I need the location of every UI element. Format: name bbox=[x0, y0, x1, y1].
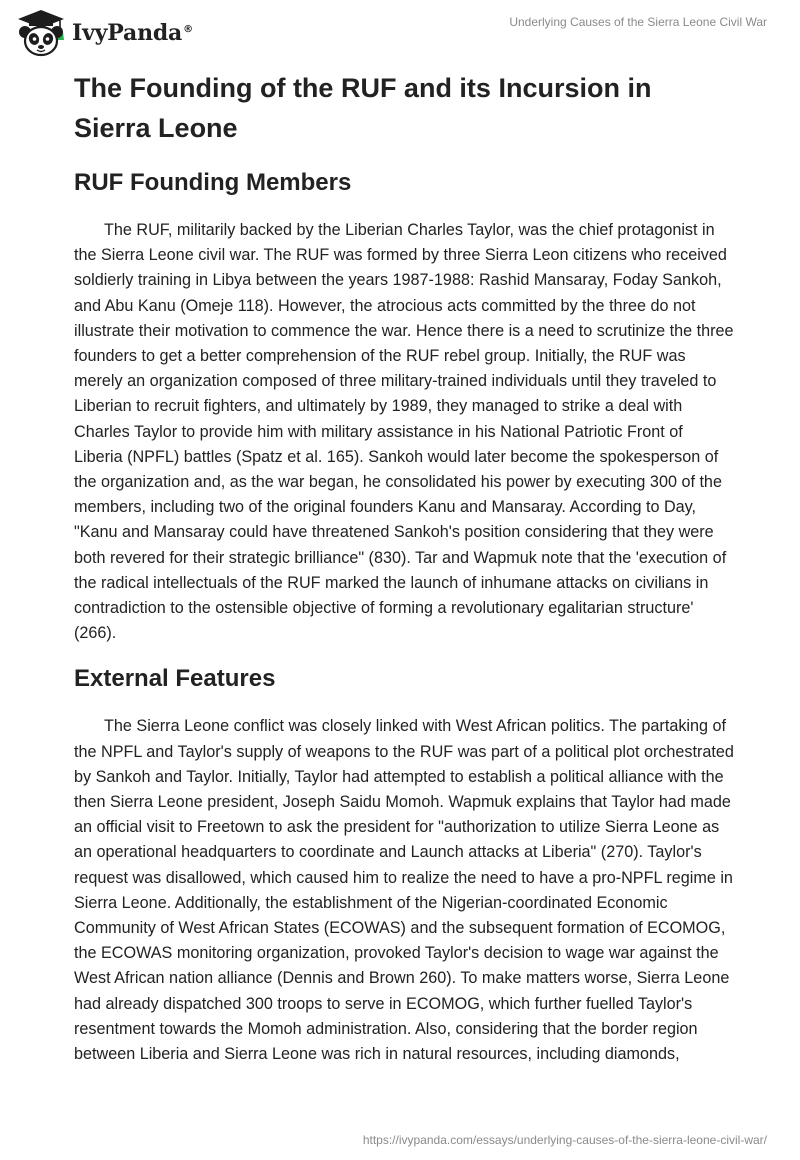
article-title: The Founding of the RUF and its Incursion in Sierra Leone bbox=[74, 73, 652, 143]
section-paragraph: The RUF, militarily backed by the Liberian Charles Taylor, was the chief protagonist in the Sierra Leone civil war. The RUF was formed by three Sierra Leon citizens who received soldierly training in Libya between the years 1987-1988: Rashid Mansaray, Foday Sankoh, and Abu Kanu (Omeje 118). However, the atrocious acts committed by the three do not illustrate their motivation to commence the war. Hence there is a need to scrutinize the three founders to get a better comprehension of the RUF rebel group. Initially, the RUF was merely an organization composed of three military-trained individuals until they traveled to Liberian to recruit fighters, and ultimately by 1989, they managed to strike a deal with Charles Taylor to provide him with military assistance in his National Patriotic Front of Liberia (NPFL) battles (Spatz et al. 165). Sankoh would later become the spokesperson of the organization and, as the war began, he consolidated his power by executing 300 of the members, including two of the original founders Kanu and Mansaray. According to Day, "Kanu and Mansaray could have threatened Sankoh's position considering that they were both revered for their strategic brilliance" (830). Tar and Wapmuk note that the 'execution of the radical intellectuals of the RUF marked the launch of inhumane attacks on civilians in contradiction to the ostensible objective of forming a revolutionary egalitarian structure' (266). bbox=[74, 221, 734, 643]
article bbox=[74, 68, 734, 1067]
source-url[interactable]: https://ivypanda.com/essays/underlying-causes-of-the-sierra-leone-civil-war/ bbox=[362, 1133, 767, 1147]
page-header bbox=[0, 0, 800, 64]
section-paragraph: The Sierra Leone conflict was closely linked with West African politics. The partaking of the NPFL and Taylor's supply of weapons to the RUF was part of a political plot orchestrated by Sankoh and Taylor. Initially, Taylor had attempted to establish a political alliance with the then Sierra Leone president, Joseph Saidu Momoh. Wapmuk explains that Taylor had made an official visit to Freetown to ask the president for "authorization to utilize Sierra Leone as an operational headquarters to coordinate and Launch attacks at Liberia" (270). Taylor's request was disallowed, which caused him to realize the need to have a pro-NPFL regime in Sierra Leone. Additionally, the establishment of the Nigerian-coordinated Economic Community of West African States (ECOWAS) and the subsequent formation of ECOMOG, the ECOWAS monitoring organization, provoked Taylor's decision to wage war against the West African nation alliance (Dennis and Brown 260). To make matters worse, Sierra Leone had already dispatched 300 troops to serve in ECOMOG, which further fuelled Taylor's resentment towards the Momoh administration. Also, considering that the border region between Liberia and Sierra Leone was rich in natural resources, including diamonds, bbox=[74, 717, 734, 1064]
brand-name-text: IvyPanda bbox=[72, 20, 183, 46]
brand-name bbox=[72, 20, 193, 46]
document-title: Underlying Causes of the Sierra Leone Civil War bbox=[509, 15, 767, 29]
brand-logo[interactable] bbox=[14, 8, 193, 58]
panda-graduate-icon bbox=[14, 8, 68, 58]
section-heading: RUF Founding Members bbox=[74, 169, 352, 196]
section-heading: External Features bbox=[74, 665, 276, 693]
registered-mark: ® bbox=[183, 23, 193, 35]
